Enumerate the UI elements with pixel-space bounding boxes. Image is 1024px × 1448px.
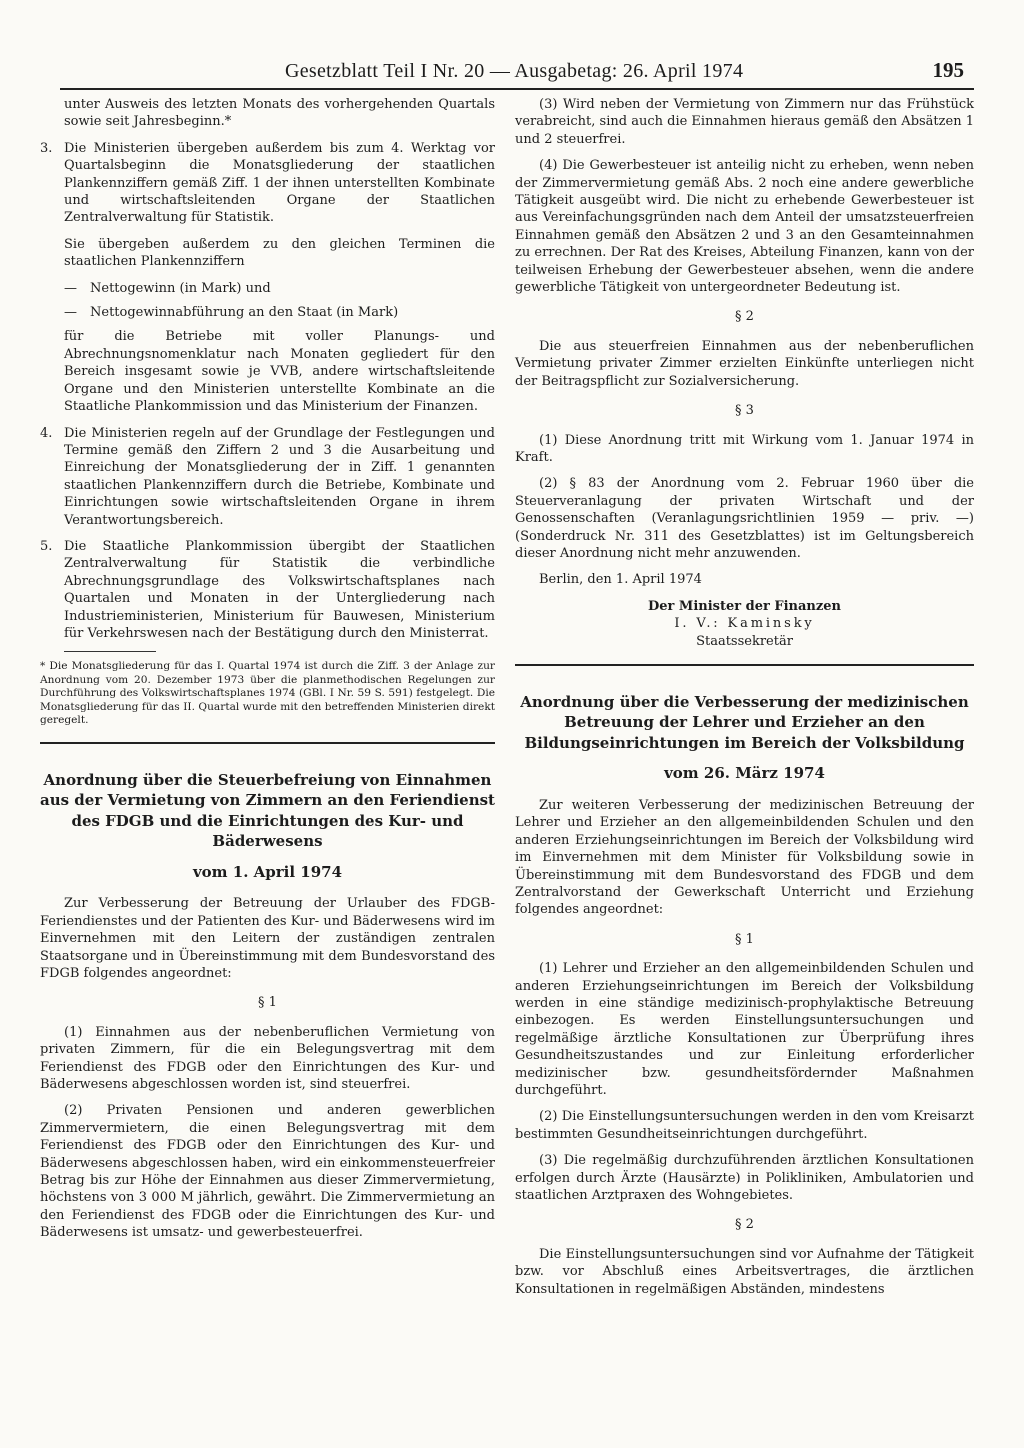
list-item-text: Die Ministerien übergeben außerdem bis zum 4. Werktag vor Quartalsbeginn die Monatsgliederung der staatlichen Plankennziffern gemäß Ziff. 1 der ihnen unterstellten Kombinate und wirtschaftsleitenden Organe der Staatlichen Zentralverwaltung für Statistik. <box>64 140 495 226</box>
signatory-title: Der Minister der Finanzen <box>648 598 841 614</box>
dash-item-abfuehrung <box>40 304 495 321</box>
signatory-name: I. V.: Kaminsky <box>674 616 815 632</box>
dash-bullet: — <box>64 305 77 321</box>
paragraph-sign-1: § 1 <box>258 995 277 1011</box>
page-number: 195 <box>932 58 964 82</box>
decree-date: vom 26. März 1974 <box>664 764 825 783</box>
paragraph-sign-2: § 2 <box>735 309 754 325</box>
list-item-3-closing: für die Betriebe mit voller Planungs- und Abrechnungsnomenklatur nach Monaten gegliedert für den Bereich insgesamt sowie je VVB, andere wirtschaftsleitende Organe und den Ministerien unterstellte Kombinate an die Staatliche Plankommission und das Ministerium der Finanzen. <box>64 329 495 415</box>
dash-item-text: Nettogewinnabführung an den Staat (in Mark) <box>90 305 399 321</box>
left-column <box>40 96 495 1251</box>
clause-1-4: (4) Die Gewerbesteuer ist anteilig nicht zu erheben, wenn neben der Zimmervermietung gemäß Abs. 2 noch eine andere gewerbliche Tätigkeit ausgeübt wird. Die nicht zu erhebende Gewerbesteuer ist aus Vereinfachungsgründen nach dem Anteil der umsatzsteuerfreien Einnahmen gemäß den Absätzen 2 und 3 an den Gesamteinnahmen zu errechnen. Der Rat des Kreises, Abteilung Finanzen, kann von der teilweisen Erhebung der Gewerbesteuer absehen, wenn die andere gewerbliche Tätigkeit von untergeordneter Bedeutung ist. <box>515 158 974 296</box>
clause-1-3: (3) Die regelmäßig durchzuführenden ärztlichen Konsultationen erfolgen durch Ärzte (Hausärzte) in Polikliniken, Ambulatorien und staatlichen Arztpraxen des Wohngebietes. <box>515 1153 974 1203</box>
paragraph-sign-2: § 2 <box>735 1217 754 1233</box>
clause-1-2: (2) Die Einstellungsuntersuchungen werden in den vom Kreisarzt bestimmten Gesundheitseinrichtungen durchgeführt. <box>515 1109 974 1142</box>
dash-item-text: Nettogewinn (in Mark) und <box>90 280 271 296</box>
clause-1-3: (3) Wird neben der Vermietung von Zimmern nur das Frühstück verabreicht, sind auch die Einnahmen hieraus gemäß den Absätzen 1 und 2 steuerfrei. <box>515 97 974 147</box>
clause-1-1: (1) Einnahmen aus der nebenberuflichen Vermietung von privaten Zimmern, für die ein Belegungsvertrag mit dem Feriendienst des FDGB oder den Einrichtungen des Kur- und Bäderwesens abgeschlossen worden ist, sind steuerfrei. <box>40 1024 495 1092</box>
section-divider <box>515 664 974 666</box>
list-item-text: Die Staatliche Plankommission übergibt der Staatlichen Zentralverwaltung für Statistik die verbindliche Abrechnungsgrundlage des Volkswirtschaftsplanes nach Quartalen und Monaten in der Untergliederung nach Industrieministerien, Ministerium für Bauwesen, Ministerium für Verkehrswesen nach der Bestätigung durch den Ministerrat. <box>64 538 495 641</box>
running-title: Gesetzblatt Teil I Nr. 20 — Ausgabetag: 26. April 1974 <box>285 60 744 82</box>
list-number: 5. <box>40 538 53 554</box>
dash-item-nettogewinn <box>40 280 495 297</box>
page-header <box>60 52 974 90</box>
footnote: * Die Monatsgliederung für das I. Quartal 1974 ist durch die Ziff. 3 der Anlage zur Anordnung vom 20. Dezember 1973 über die planmethodischen Regelungen zur Durchführung des Volkswirtschaftsplanes 1974 (GBl. I Nr. 59 S. 591) festgelegt. Die Monatsgliederung für das II. Quartal wurde mit den betreffenden Ministerien direkt geregelt. <box>40 660 495 727</box>
clause-3-1: (1) Diese Anordnung tritt mit Wirkung vom 1. Januar 1974 in Kraft. <box>515 432 974 465</box>
list-item-3 <box>40 140 495 227</box>
clause-1-2: (2) Privaten Pensionen und anderen gewerblichen Zimmervermietern, die einen Belegungsvertrag mit dem Feriendienst des FDGB oder den Einrichtungen des Kur- und Bäderwesens abgeschlossen haben, wird ein einkommensteuerfreier Betrag bis zur Höhe der Einnahmen aus dieser Zimmervermietung, höchstens von 3 000 M jährlich, gewährt. Die Zimmervermietung an den Feriendienst des FDGB oder die Einrichtungen des Kur- und Bäderwesens ist umsatz- und gewerbesteuerfrei. <box>40 1103 495 1241</box>
footnote-divider <box>64 651 156 652</box>
list-number: 4. <box>40 425 53 441</box>
decree-preamble: Zur weiteren Verbesserung der medizinischen Betreuung der Lehrer und Erzieher an den allgemeinbildenden Schulen und den anderen Erziehungseinrichtungen im Bereich der Volksbildung wird im Einvernehmen mit dem Minister für Volksbildung sowie in Übereinstimmung mit dem Bundesvorstand des FDGB und dem Zentralvorstand der Gewerkschaft Unterricht und Erziehung folgendes angeordnet: <box>515 797 974 918</box>
section-divider <box>40 742 495 744</box>
decree-preamble: Zur Verbesserung der Betreuung der Urlauber des FDGB-Feriendienstes und der Patienten des Kur- und Bäderwesens wird im Einvernehmen mit den Leitern der zuständigen zentralen Staatsorgane und in Übereinstimmung mit dem Bundesvorstand des FDGB folgendes angeordnet: <box>40 896 495 981</box>
clause-3-2: (2) § 83 der Anordnung vom 2. Februar 1960 über die Steuerveranlagung der privaten Wirtschaft und der Genossenschaften (Veranlagungsrichtlinien 1959 — priv. —) (Sonderdruck Nr. 311 des Gesetzblattes) ist im Geltungsbereich dieser Anordnung nicht mehr anzuwenden. <box>515 476 974 561</box>
list-item-text: Die Ministerien regeln auf der Grundlage der Festlegungen und Termine gemäß den Ziffern 2 und 3 die Ausarbeitung und Einreichung der Monatsgliederung der in Ziff. 1 genannten staatlichen Plankennziffern durch die Betriebe, Kombinate und Einrichtungen sowie wirtschaftsleitenden Organe in ihrem Verantwortungsbereich. <box>64 425 495 528</box>
right-column <box>515 96 974 1307</box>
signatory-role: Staatssekretär <box>696 633 793 649</box>
list-item-5 <box>40 538 495 642</box>
dash-bullet: — <box>64 280 77 296</box>
place-date: Berlin, den 1. April 1974 <box>539 572 702 588</box>
decree-heading-steuerbefreiung: Anordnung über die Steuerbefreiung von Einnahmen aus der Vermietung von Zimmern an den Feriendienst des FDGB und die Einrichtungen des Kur- und Bäderwesens <box>40 770 495 851</box>
list-number: 3. <box>40 140 53 156</box>
clause-1-1: (1) Lehrer und Erzieher an den allgemeinbildenden Schulen und anderen Erziehungseinrichtungen im Bereich der Volksbildung werden in eine ständige medizinisch-prophylaktische Betreuung einbezogen. Es werden Einstellungsuntersuchungen und regelmäßige ärztliche Konsultationen zur Überprüfung ihres Gesundheitszustandes und zur Einleitung erforderlicher medizinischer bzw. gesundheitsfördernder Maßnahmen durchgeführt. <box>515 961 974 1098</box>
clause-2: Die Einstellungsuntersuchungen sind vor Aufnahme der Tätigkeit bzw. vor Abschluß eines Arbeitsvertrages, die ärztlichen Konsultationen in regelmäßigen Abständen, mindestens <box>515 1246 974 1297</box>
paragraph-sign-1: § 1 <box>735 931 754 947</box>
list-item-3-continued: Sie übergeben außerdem zu den gleichen Terminen die staatlichen Plankennziffern <box>64 236 495 270</box>
decree-heading-medizinische-betreuung: Anordnung über die Verbesserung der medizinischen Betreuung der Lehrer und Erzieher an den Bildungseinrichtungen im Bereich der Volksbildung <box>520 692 969 752</box>
continued-paragraph: unter Ausweis des letzten Monats des vorhergehenden Quartals sowie seit Jahresbeginn.* <box>64 97 495 130</box>
paragraph-sign-3: § 3 <box>735 403 754 419</box>
clause-2: Die aus steuerfreien Einnahmen aus der nebenberuflichen Vermietung privater Zimmer erzielten Einkünfte unterliegen nicht der Beitragspflicht zur Sozialversicherung. <box>515 338 974 389</box>
decree-date: vom 1. April 1974 <box>192 862 343 881</box>
list-item-4 <box>40 425 495 529</box>
